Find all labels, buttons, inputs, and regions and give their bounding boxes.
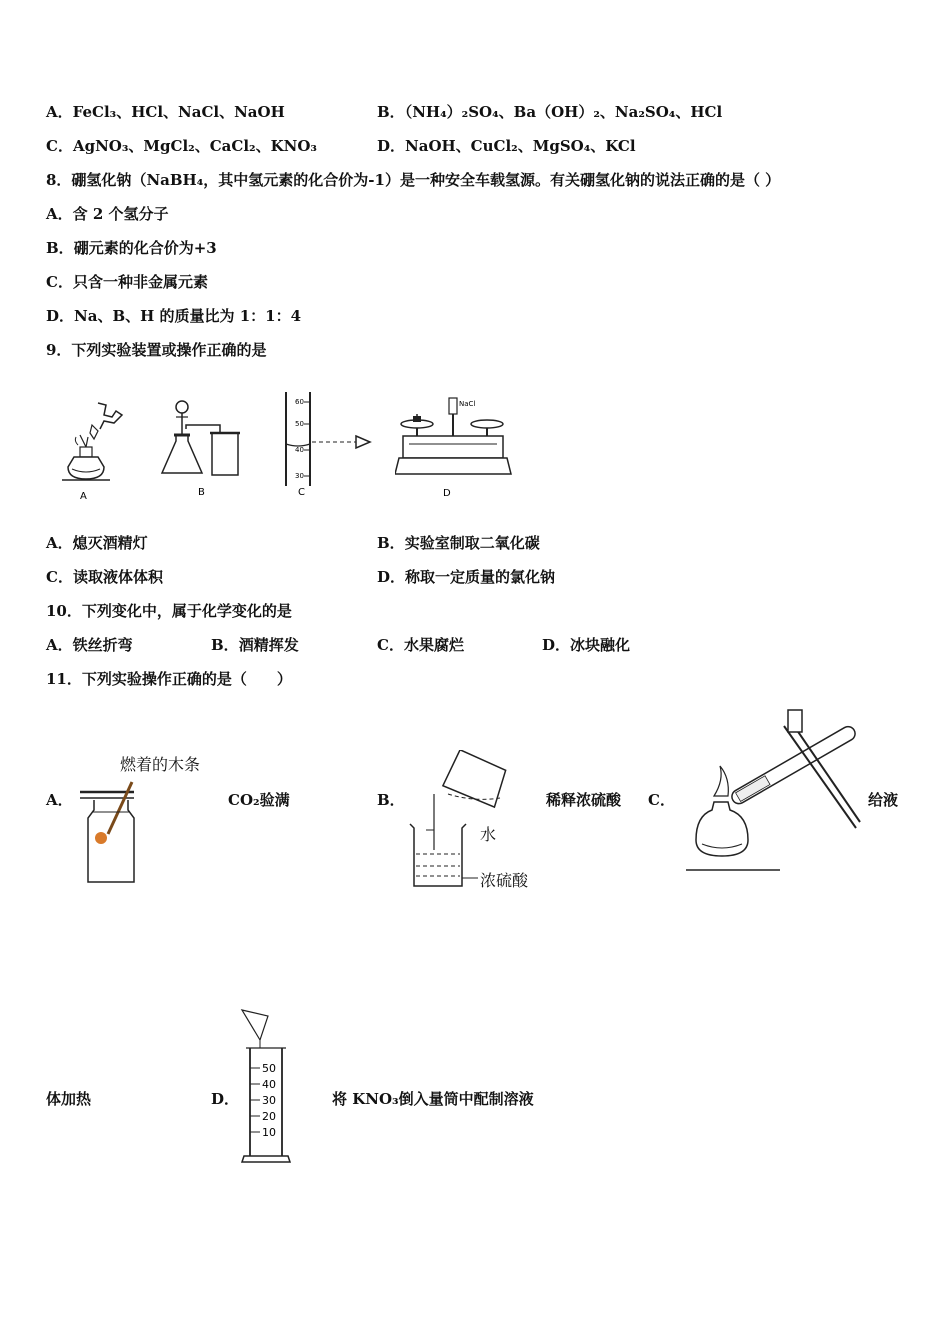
q8-option-b — [46, 238, 217, 258]
q10-stem: 10．下列变化中，属于化学变化的是 — [46, 602, 292, 620]
cylinder-tick: 50 — [295, 420, 304, 428]
q11-a-text: CO₂验满 — [228, 791, 290, 809]
option-letter: C． — [46, 137, 73, 155]
option-letter: C． — [377, 636, 404, 654]
balance-icon — [395, 392, 515, 504]
cylinder-tick: 30 — [295, 472, 304, 480]
q7-option-a — [46, 102, 285, 122]
option-letter: A． — [46, 205, 73, 223]
q11-b-acid-label: 浓硫酸 — [480, 871, 529, 890]
q11-b-text: 稀释浓硫酸 — [546, 791, 622, 809]
option-text: 水果腐烂 — [403, 636, 464, 654]
option-letter: D． — [46, 307, 75, 325]
q8-option-c — [46, 272, 208, 292]
q9-figure-d — [395, 392, 515, 504]
cylinder-tick: 60 — [295, 398, 304, 406]
q9-option-b — [377, 533, 540, 553]
cylinder-tick: 40 — [262, 1078, 276, 1091]
option-text: NaOH、CuCl₂、MgSO₄、KCl — [405, 137, 636, 155]
option-letter: B． — [377, 534, 405, 552]
q10-option-c — [377, 635, 464, 655]
q8-option-a — [46, 204, 169, 224]
q11-figure-d — [238, 1008, 298, 1168]
figure-label-b: B — [198, 487, 205, 498]
option-letter: A． — [46, 636, 73, 654]
q10-option-d — [542, 635, 630, 655]
q9-stem: 9．下列实验装置或操作正确的是 — [46, 341, 267, 359]
graduated-cylinder-icon — [238, 1008, 298, 1168]
option-text: 读取液体体积 — [72, 568, 163, 586]
q9-figure-c — [278, 390, 378, 505]
cylinder-tick: 20 — [262, 1110, 276, 1123]
option-text: 硼元素的化合价为+3 — [73, 239, 217, 257]
q11-figure-c — [684, 706, 864, 878]
cylinder-reading-icon — [278, 390, 378, 505]
co2-apparatus-icon — [160, 395, 250, 505]
cylinder-tick: 40 — [295, 446, 304, 454]
option-letter: D． — [377, 568, 406, 586]
q11-a-figure-label: 燃着的木条 — [120, 755, 201, 774]
nacl-label: NaCl — [459, 400, 476, 408]
q7-option-b — [377, 102, 722, 122]
q10-option-b — [211, 635, 299, 655]
option-letter: D． — [377, 137, 406, 155]
q11-b-water-label: 水 — [480, 825, 497, 844]
option-text: 冰块融化 — [570, 636, 631, 654]
q11-c-text-1: 给液 — [868, 791, 899, 809]
q9-option-a — [46, 533, 148, 553]
co2-test-bottle-icon — [78, 778, 148, 888]
option-text: 称取一定质量的氯化钠 — [405, 568, 556, 586]
heat-liquid-tube-icon — [684, 706, 864, 878]
q11-c-text-2: 体加热 — [46, 1090, 92, 1108]
q9-option-c — [46, 567, 163, 587]
option-text: 实验室制取二氧化碳 — [404, 534, 540, 552]
figure-label-c: C — [298, 487, 305, 498]
option-letter: B． — [377, 103, 405, 121]
option-text: Na、B、H 的质量比为 1：1：4 — [74, 307, 302, 325]
q9-figure-a — [60, 395, 130, 505]
q11-c-letter: C． — [648, 791, 675, 809]
alcohol-lamp-extinguish-icon — [60, 395, 130, 505]
q11-a-letter: A． — [46, 791, 73, 809]
option-letter: A． — [46, 534, 73, 552]
q9-figure-b — [160, 395, 250, 505]
option-text: 铁丝折弯 — [72, 636, 133, 654]
option-letter: C． — [46, 568, 73, 586]
cylinder-tick: 10 — [262, 1126, 276, 1139]
q7-option-c — [46, 136, 317, 156]
option-text: FeCl₃、HCl、NaCl、NaOH — [72, 103, 285, 121]
cylinder-tick: 30 — [262, 1094, 276, 1107]
option-text: 只含一种非金属元素 — [72, 273, 208, 291]
option-text: 含 2 个氢分子 — [72, 205, 169, 223]
q9-option-d — [377, 567, 555, 587]
q11-d-letter: D． — [211, 1090, 240, 1108]
q7-option-d — [377, 136, 636, 156]
figure-label-d: D — [443, 488, 451, 499]
option-letter: B． — [46, 239, 74, 257]
option-text: （NH₄）₂SO₄、Ba（OH）₂、Na₂SO₄、HCl — [404, 103, 723, 121]
option-text: 熄灭酒精灯 — [72, 534, 148, 552]
q8-option-d — [46, 306, 301, 326]
q10-option-a — [46, 635, 133, 655]
option-letter: B． — [211, 636, 239, 654]
option-letter: D． — [542, 636, 571, 654]
figure-label-a: A — [80, 491, 87, 502]
q11-d-text: 将 KNO₃倒入量筒中配制溶液 — [332, 1090, 534, 1108]
q11-b-letter: B． — [377, 791, 405, 809]
option-text: 酒精挥发 — [238, 636, 299, 654]
option-text: AgNO₃、MgCl₂、CaCl₂、KNO₃ — [72, 137, 317, 155]
q11-stem: 11．下列实验操作正确的是（ ） — [46, 670, 292, 688]
option-letter: C． — [46, 273, 73, 291]
q8-stem: 8．硼氢化钠（NaBH₄，其中氢元素的化合价为-1）是一种安全车载氢源。有关硼氢化钠的说法正确的是（ ） — [46, 171, 781, 189]
option-letter: A． — [46, 103, 73, 121]
cylinder-tick: 50 — [262, 1062, 276, 1075]
q11-figure-a — [78, 778, 148, 888]
